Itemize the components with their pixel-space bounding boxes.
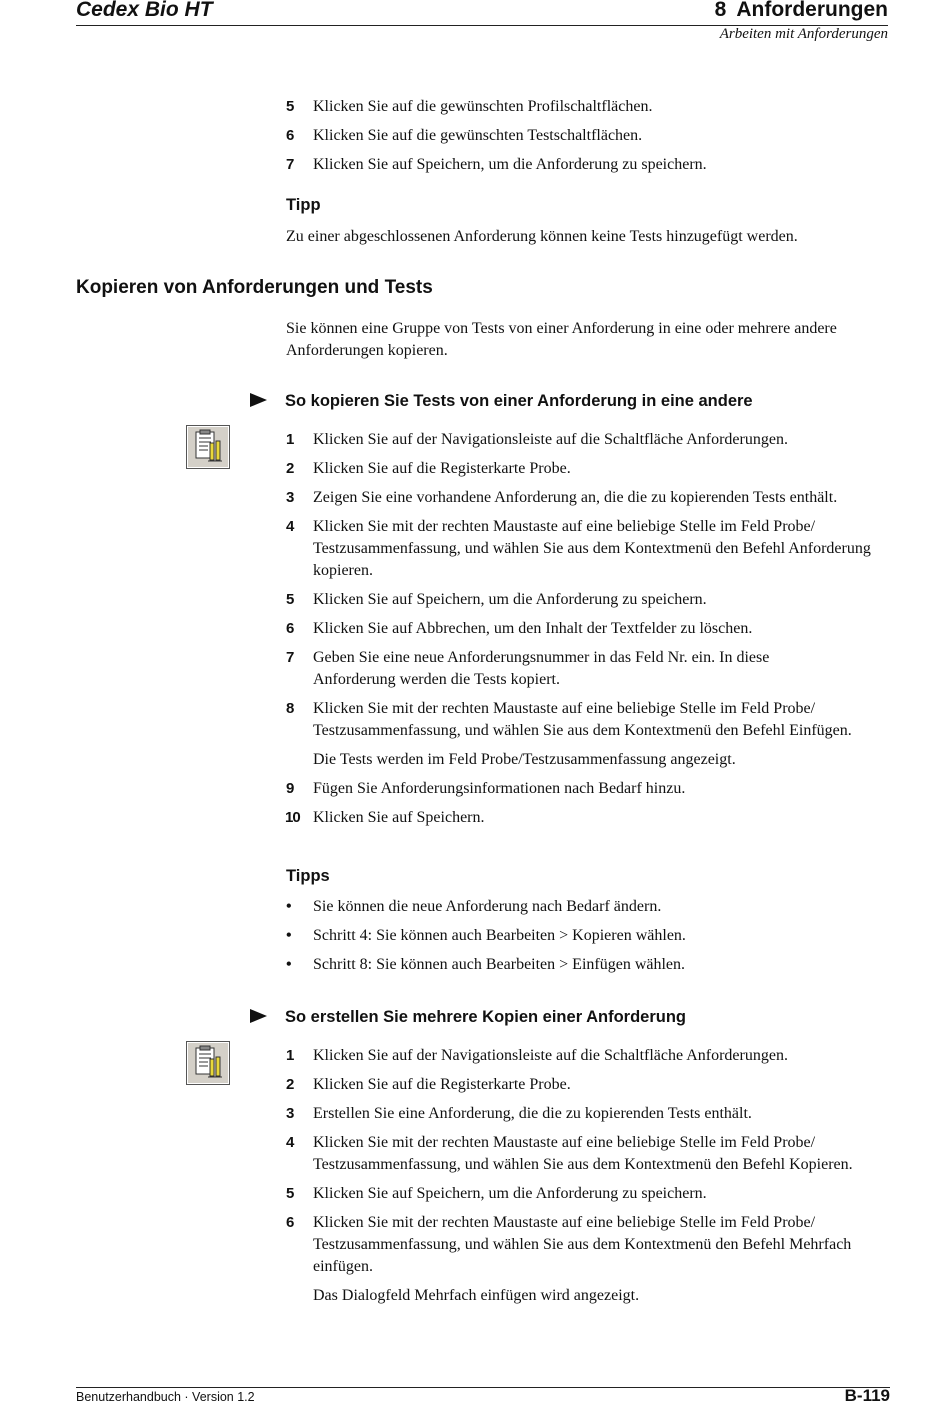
step-text: Klicken Sie mit der rechten Maustaste auf eine beliebige Stelle im Feld Probe/ Testzusammenfassung, und wählen Sie aus dem Kontextmenü den Befehl Kopieren. — [313, 1134, 853, 1173]
page-number: B-119 — [844, 1386, 890, 1405]
footer-manual-version: Benutzerhandbuch · Version 1.2 — [76, 1390, 255, 1404]
step-number: 4 — [286, 518, 295, 535]
step-number: 3 — [286, 489, 295, 506]
request-clipboard-icon — [186, 425, 230, 469]
step — [286, 1212, 873, 1278]
step — [286, 698, 873, 742]
step-note: Das Dialogfeld Mehrfach einfügen wird angezeigt. — [313, 1287, 640, 1304]
header-subtitle: Arbeiten mit Anforderungen — [719, 26, 888, 42]
step — [286, 778, 894, 800]
top-steps — [286, 96, 894, 176]
step-text: Fügen Sie Anforderungsinformationen nach Bedarf hinzu. — [313, 780, 686, 797]
procedure-heading — [250, 392, 753, 411]
step — [286, 516, 873, 582]
step — [286, 647, 853, 691]
procedure-heading — [250, 1008, 686, 1027]
list-item — [286, 954, 894, 976]
step-text: Klicken Sie auf Speichern, um die Anforderung zu speichern. — [313, 1185, 707, 1202]
step-number: 5 — [286, 98, 295, 115]
step-text: Klicken Sie auf Abbrechen, um den Inhalt der Textfelder zu löschen. — [313, 620, 753, 637]
step — [286, 1074, 894, 1096]
step-number: 5 — [286, 1185, 295, 1202]
step — [286, 458, 894, 480]
bullet: • — [286, 898, 292, 915]
step-number: 7 — [286, 156, 295, 173]
tip-text: Zu einer abgeschlossenen Anforderung können keine Tests hinzugefügt werden. — [286, 228, 798, 245]
step — [286, 487, 894, 509]
procedure-1-steps — [286, 429, 894, 829]
step-number: 1 — [286, 431, 295, 448]
step-number: 6 — [286, 620, 295, 637]
step — [286, 807, 894, 829]
step — [286, 1132, 873, 1176]
step-text: Klicken Sie auf Speichern. — [313, 809, 485, 826]
procedure-arrow-icon — [250, 1009, 267, 1023]
bullet: • — [286, 956, 292, 973]
step — [286, 429, 894, 451]
tip-item-text: Sie können die neue Anforderung nach Bedarf ändern. — [313, 898, 662, 915]
bullet: • — [286, 927, 292, 944]
procedure-arrow-icon — [250, 393, 267, 407]
footer-rule — [76, 1387, 890, 1388]
chapter-title: Anforderungen — [736, 0, 888, 21]
procedure-title: So kopieren Sie Tests von einer Anforderung in eine andere — [285, 392, 753, 410]
section-intro: Sie können eine Gruppe von Tests von einer Anforderung in eine oder mehrere andere Anforderungen kopieren. — [286, 320, 837, 359]
tip-item-text: Schritt 8: Sie können auch Bearbeiten > Einfügen wählen. — [313, 956, 686, 973]
step — [286, 618, 894, 640]
step-text: Geben Sie eine neue Anforderungsnummer in das Feld Nr. ein. In diese Anforderung werden die Tests kopiert. — [313, 649, 770, 688]
step-number: 8 — [286, 700, 295, 717]
step-number: 6 — [286, 1214, 295, 1231]
step-number: 6 — [286, 127, 295, 144]
step-text: Zeigen Sie eine vorhandene Anforderung an, die die zu kopierenden Tests enthält. — [313, 489, 838, 506]
step-number: 9 — [286, 780, 295, 797]
step — [286, 154, 894, 176]
request-clipboard-icon — [186, 1041, 230, 1085]
step-number: 2 — [286, 1076, 295, 1093]
tips-list — [286, 896, 894, 976]
step-text: Klicken Sie mit der rechten Maustaste auf eine beliebige Stelle im Feld Probe/ Testzusammenfassung, und wählen Sie aus dem Kontextmenü den Befehl Einfügen. — [313, 700, 852, 739]
step — [286, 1045, 894, 1067]
step-number: 3 — [286, 1105, 295, 1122]
list-item — [286, 925, 894, 947]
step — [286, 589, 894, 611]
step-text: Klicken Sie auf die gewünschten Profilschaltflächen. — [313, 98, 653, 115]
section-title: Kopieren von Anforderungen und Tests — [76, 277, 433, 298]
step-number: 5 — [286, 591, 295, 608]
tips-label: Tipps — [286, 867, 330, 885]
step-text: Klicken Sie auf die gewünschten Testschaltflächen. — [313, 127, 643, 144]
product-name: Cedex Bio HT — [76, 0, 213, 21]
step-text: Klicken Sie auf die Registerkarte Probe. — [313, 460, 571, 477]
step-text: Klicken Sie mit der rechten Maustaste auf eine beliebige Stelle im Feld Probe/ Testzusammenfassung, und wählen Sie aus dem Kontextmenü den Befehl Mehrfach einfügen. — [313, 1214, 852, 1275]
step-number: 7 — [286, 649, 295, 666]
step — [286, 96, 894, 118]
step-text: Erstellen Sie eine Anforderung, die die zu kopierenden Tests enthält. — [313, 1105, 752, 1122]
step-number: 1 — [286, 1047, 295, 1064]
tip-item-text: Schritt 4: Sie können auch Bearbeiten > Kopieren wählen. — [313, 927, 686, 944]
step-text: Klicken Sie mit der rechten Maustaste auf eine beliebige Stelle im Feld Probe/ Testzusammenfassung, und wählen Sie aus dem Kontextmenü den Befehl Anforderung kopieren. — [313, 518, 871, 579]
tip-label: Tipp — [286, 196, 321, 214]
step-number: 2 — [286, 460, 295, 477]
step-text: Klicken Sie auf Speichern, um die Anforderung zu speichern. — [313, 156, 707, 173]
step-text: Klicken Sie auf die Registerkarte Probe. — [313, 1076, 571, 1093]
procedure-2-steps — [286, 1045, 894, 1307]
step-number: 10 — [285, 809, 300, 826]
step-note: Die Tests werden im Feld Probe/Testzusammenfassung angezeigt. — [313, 751, 736, 768]
step — [286, 1183, 894, 1205]
chapter-number: 8 — [714, 0, 727, 21]
step-text: Klicken Sie auf der Navigationsleiste auf die Schaltfläche Anforderungen. — [313, 1047, 788, 1064]
step-text: Klicken Sie auf Speichern, um die Anforderung zu speichern. — [313, 591, 707, 608]
chapter-heading — [715, 0, 888, 22]
list-item — [286, 896, 894, 918]
procedure-title: So erstellen Sie mehrere Kopien einer Anforderung — [285, 1008, 686, 1026]
step-number: 4 — [286, 1134, 295, 1151]
step — [286, 1103, 894, 1125]
step — [286, 125, 894, 147]
step-text: Klicken Sie auf der Navigationsleiste auf die Schaltfläche Anforderungen. — [313, 431, 788, 448]
